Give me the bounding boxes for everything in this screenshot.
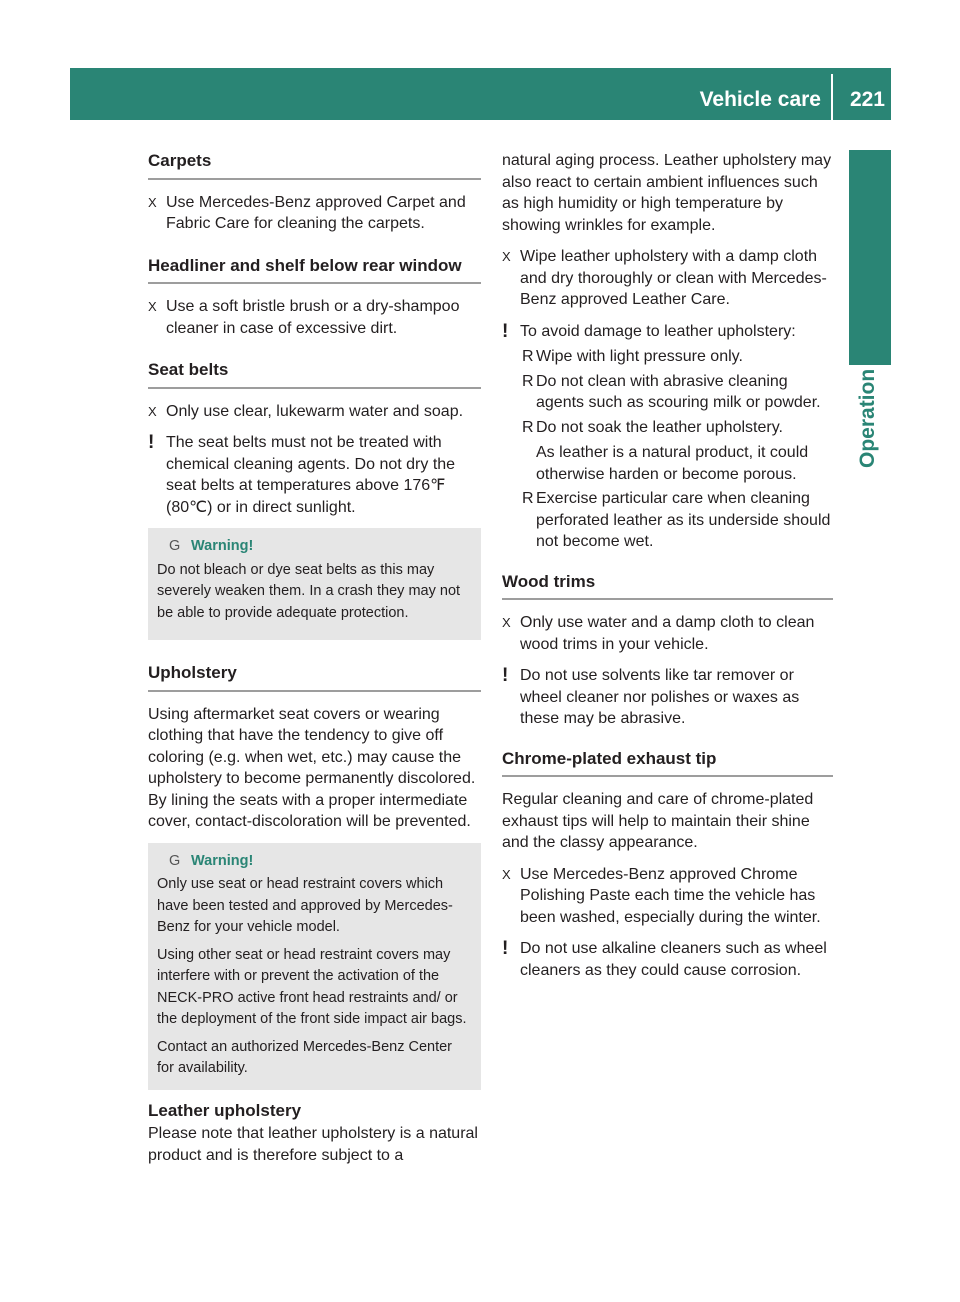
header-bar [70,68,891,120]
warning-title: G Warning! [157,851,472,873]
heading-leather-upholstery: Leather upholstery [148,1100,302,1120]
step-item: X Only use clear, lukewarm water and soap. [148,401,481,423]
warning-title: G Warning! [157,536,472,558]
step-marker-icon: X [502,249,511,264]
caution-icon: ! [502,665,509,686]
warning-box [148,528,481,640]
left-column [148,150,481,1176]
step-marker-icon: X [502,615,511,630]
warning-text: Contact an authorized Mercedes-Benz Center for availability. [157,1038,452,1076]
caution-note: ! To avoid damage to leather upholstery: [502,320,796,342]
heading-headliner: Headliner and shelf below rear window [148,255,481,285]
caution-note: ! Do not use solvents like tar remover or wheel cleaner nor polishes or waxes as these may be abrasive. [502,665,800,727]
heading-chrome-exhaust: Chrome-plated exhaust tip [502,748,833,778]
caution-icon: ! [502,320,509,342]
list-item: R Do not clean with abrasive cleaning agents such as scouring milk or powder. [522,372,821,411]
right-column [502,150,833,991]
heading-wood-trims: Wood trims [502,571,833,601]
step-item: X Use Mercedes-Benz approved Carpet and Fabric Care for cleaning the carpets. [148,193,466,232]
leather-paragraph: Please note that leather upholstery is a natural product and is therefore subject to a [148,1125,478,1164]
warning-triangle-icon: G [169,538,181,554]
list-item: R Wipe with light pressure only. [502,346,833,368]
step-marker-icon: X [502,866,511,882]
warning-text: Only use seat or head restraint covers which have been tested and approved by Mercedes-Benz for your vehicle model. [157,876,453,935]
step-item: X Use Mercedes-Benz approved Chrome Polishing Paste each time the vehicle has been washed, especially during the winter. [502,865,821,926]
bullet-icon: R [522,490,534,507]
upholstery-paragraph: Using aftermarket seat covers or wearing clothing that have the tendency to give off coloring (e.g. when wet, etc.) may cause the upholstery to become permanently discolored. By lining the seats with a proper intermediate cover, contact-discoloration will be prevented. [148,705,476,830]
warning-triangle-icon: G [169,852,181,869]
step-item: X Only use water and a damp cloth to clean wood trims in your vehicle. [502,614,815,653]
chrome-paragraph: Regular cleaning and care of chrome-plated exhaust tips will help to maintain their shine and the classy appearance. [502,791,814,851]
heading-carpets: Carpets [148,150,481,180]
leather-paragraph-continued: natural aging process. Leather upholstery may also react to certain ambient influences such as high humidity or high temperature by showing wrinkles for example. [502,152,832,234]
section-title: Vehicle care [699,88,821,111]
bullet-icon: R [522,418,534,436]
step-marker-icon: X [148,299,157,314]
step-marker-icon: X [148,403,157,419]
step-item: X Wipe leather upholstery with a damp cloth and dry thoroughly or clean with Mercedes-Benz approved Leather Care. [502,248,827,308]
side-tab-label: Operation [856,369,879,469]
caution-note: ! The seat belts must not be treated with chemical cleaning agents. Do not dry the seat belts at temperatures above 176℉ (80℃) or in direct sunlight. [148,432,456,516]
caution-icon: ! [148,432,155,453]
page-number: 221 [849,88,885,111]
warning-text: Using other seat or head restraint covers may interfere with or prevent the activation of the NECK-PRO active front head restraints and/ or the deployment of the front side impact air bags. [157,946,467,1027]
caution-note: ! Do not use alkaline cleaners such as wheel cleaners as they could cause corrosion. [502,938,827,979]
bullet-icon: R [522,348,534,365]
warning-box [148,843,481,1090]
side-tab-marker [849,150,891,365]
heading-upholstery: Upholstery [148,662,481,692]
step-item: X Use a soft bristle brush or a dry-shampoo cleaner in case of excessive dirt. [148,298,460,337]
step-marker-icon: X [148,194,157,210]
warning-text: Do not bleach or dye seat belts as this may severely weaken them. In a crash they may not be able to provide adequate protection. [157,561,461,621]
bullet-icon: R [522,372,534,390]
list-item: R Exercise particular care when cleaning perforated leather as its underside should not become wet. [522,490,831,550]
heading-seat-belts: Seat belts [148,359,481,389]
caution-icon: ! [502,938,509,959]
header-divider [831,74,833,120]
list-item: R Do not soak the leather upholstery. As leather is a natural product, it could otherwise harden or become porous. [522,418,809,483]
